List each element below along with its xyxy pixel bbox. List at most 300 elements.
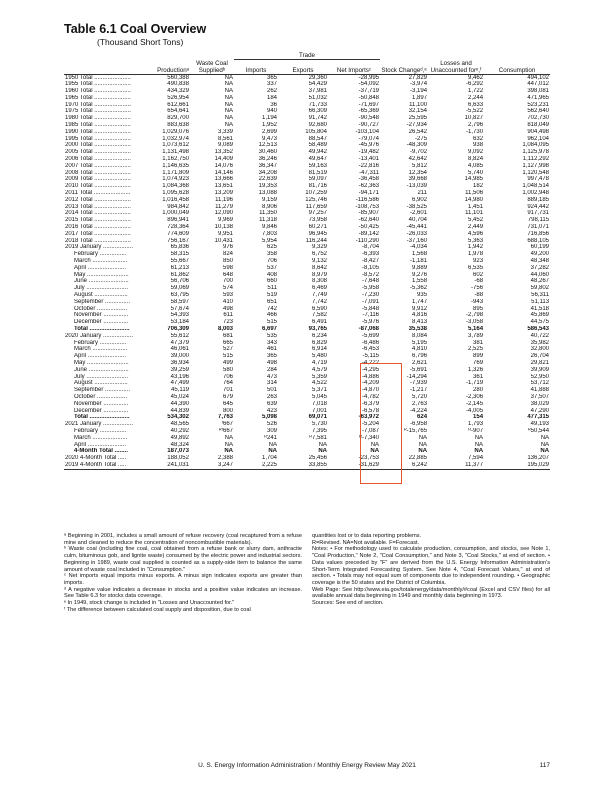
table-cell: 7,594	[468, 455, 484, 462]
table-row	[64, 326, 550, 333]
table-cell: 829,700	[167, 115, 189, 122]
table-cell: 5,954	[261, 237, 277, 244]
table-cell: 182	[473, 183, 484, 190]
table-cell: -71,697	[358, 101, 380, 108]
table-cell: 593	[222, 292, 233, 298]
table-cell: 58,597	[170, 298, 189, 305]
table-cell: 1,451	[468, 203, 484, 210]
table-cell: 49,892	[170, 434, 189, 441]
table-cell: 56,311	[531, 292, 550, 298]
table-cell: 935	[417, 292, 428, 298]
row-label: 1950 Total ......................	[65, 74, 131, 81]
table-cell: 37,282	[530, 264, 550, 271]
table-cell: -275	[415, 135, 428, 142]
table-row	[64, 435, 550, 442]
table-cell: -1,181	[410, 258, 428, 265]
table-row	[64, 163, 550, 170]
table-cell: 7,742	[311, 298, 327, 305]
table-cell: 501	[266, 387, 277, 394]
table-cell: 706	[266, 258, 277, 265]
table-cell: 1,194	[261, 115, 277, 122]
table-cell: 6,469	[311, 285, 327, 292]
table-cell: -4,034	[410, 244, 428, 251]
table-cell: -4,209	[362, 380, 380, 387]
row-label: May .........................	[74, 271, 129, 278]
table-cell: 1,131,498	[162, 149, 189, 156]
table-cell: 195,029	[484, 462, 550, 469]
table-cell: 11,279	[215, 203, 233, 210]
table-subtitle: (Thousand Short Tons)	[97, 37, 184, 47]
table-cell: 7,395	[311, 427, 327, 434]
row-label: July .........................	[74, 285, 129, 292]
table-cell: 6,234	[311, 332, 327, 339]
table-cell: NA	[318, 448, 327, 455]
table-cell: 8,642	[311, 264, 327, 271]
table-row	[64, 204, 550, 211]
table-cell: 5,720	[412, 393, 428, 400]
row-label: 4-Month Total ........	[74, 448, 128, 455]
table-cell: 984,842	[167, 203, 189, 210]
table-cell: 53,184	[170, 319, 189, 326]
table-cell: 53,712	[530, 380, 550, 387]
table-cell: 107,259	[305, 190, 327, 197]
table-cell: 7,749	[311, 292, 327, 298]
table-cell: 11,196	[215, 196, 233, 203]
table-cell: 6,752	[311, 251, 327, 258]
table-cell: 136,207	[527, 455, 550, 462]
table-cell: 26,542	[408, 128, 428, 135]
table-cell: NA	[224, 101, 233, 108]
row-label: 2021 January ..................	[65, 421, 134, 428]
table-cell: 5,730	[311, 421, 327, 428]
table-cell: 116,244	[305, 237, 327, 244]
table-cell: 6,829	[311, 339, 327, 346]
consumption-header: Consumption	[484, 60, 550, 75]
table-cell: -6,486	[362, 339, 380, 346]
table-cell: -5,204	[362, 421, 380, 428]
note-a: ᵃ Beginning in 2001, includes a small amount of refuse recovery (coal recaptured from a refuse mine and cleaned to reduce the concentration of noncombustible materials).	[64, 533, 302, 546]
table-cell: 262	[266, 88, 277, 95]
table-cell: 6,242	[380, 462, 428, 469]
row-label: 2011 Total ......................	[65, 190, 131, 197]
table-cell: 11,350	[259, 210, 277, 217]
table-cell: 477,315	[527, 414, 550, 421]
table-row	[64, 360, 550, 367]
table-cell: 645	[222, 400, 233, 407]
table-cell: -4,222	[362, 359, 380, 366]
table-cell: 47,290	[530, 407, 550, 414]
table-cell: 2,525	[468, 346, 484, 353]
table-cell: 5,740	[468, 169, 484, 176]
table-cell: 6,633	[468, 101, 484, 108]
table-cell: 534,302	[167, 414, 189, 421]
table-cell: 37,507	[530, 393, 550, 400]
table-cell: 665	[222, 339, 233, 346]
note-sources: Sources: See end of section.	[312, 600, 384, 607]
table-cell: 14,980	[464, 196, 484, 203]
table-cell: 154	[473, 414, 484, 421]
table-row	[64, 319, 550, 326]
table-cell: ᴿ-907	[468, 427, 484, 434]
table-cell: 35,982	[530, 339, 550, 346]
table-cell: 586,543	[527, 325, 550, 332]
table-cell: 29,821	[530, 359, 550, 366]
row-label: 2010 Total ......................	[65, 183, 131, 190]
notes-left-column	[64, 533, 302, 613]
table-cell: 700	[222, 278, 233, 285]
notes-right-column	[312, 533, 550, 613]
table-cell: 54,429	[308, 81, 327, 88]
table-cell: 8,413	[412, 319, 428, 326]
table-cell: 13,088	[258, 190, 277, 197]
table-cell: NA	[474, 441, 484, 448]
table-cell: 365	[266, 353, 277, 360]
table-cell: 48,348	[530, 258, 550, 265]
table-cell: -13,039	[406, 183, 428, 190]
table-cell: -31,629	[328, 462, 380, 469]
table-cell: -1,217	[410, 387, 428, 394]
table-cell: 25,595	[408, 115, 428, 122]
table-cell: 2,388	[217, 455, 233, 462]
table-cell: 105,804	[305, 128, 327, 135]
table-cell: 10,138	[214, 224, 233, 231]
row-label: 1970 Total ......................	[65, 101, 131, 108]
table-cell: 60,271	[308, 224, 327, 231]
table-cell: 184	[266, 94, 277, 101]
table-cell: 9,889	[412, 264, 428, 271]
table-cell: 61,213	[170, 264, 189, 271]
row-label: 2017 Total ......................	[65, 230, 131, 237]
table-cell: NA	[224, 81, 233, 88]
table-cell: -5,691	[410, 366, 428, 373]
table-cell: 679	[222, 393, 233, 400]
table-row	[64, 190, 550, 197]
row-label: May .........................	[74, 359, 129, 366]
table-cell: 716,856	[527, 230, 550, 237]
table-cell: -22,816	[358, 162, 380, 169]
table-cell: 6,491	[311, 319, 327, 326]
table-cell: -8,427	[362, 258, 380, 265]
table-cell: 574	[222, 285, 233, 292]
table-cell: 9,132	[311, 258, 327, 265]
table-cell: -1,730	[466, 128, 484, 135]
row-label: Total ........................	[74, 325, 130, 332]
table-cell: 2,225	[234, 462, 278, 469]
table-row	[64, 210, 550, 217]
table-cell: -47,311	[359, 169, 380, 176]
table-cell: 602	[473, 271, 484, 278]
table-cell: 423	[266, 407, 277, 414]
table-cell: 69,071	[308, 414, 327, 421]
table-cell: 14,985	[464, 176, 484, 183]
table-cell: 309	[266, 427, 277, 434]
table-cell: 938	[473, 142, 484, 149]
table-cell: 54,393	[170, 312, 189, 319]
table-cell: 624	[417, 414, 428, 421]
table-cell: 314	[266, 380, 277, 387]
table-cell: 461	[266, 346, 277, 353]
net-imports-highlight-box	[360, 363, 402, 484]
row-label: April .......................	[74, 264, 127, 271]
table-cell: 883,638	[167, 122, 189, 129]
table-cell: 2,449	[468, 224, 484, 231]
table-row	[64, 421, 550, 428]
row-label: November ...............	[74, 312, 129, 319]
table-cell: -85,907	[358, 210, 380, 217]
table-cell: -108,753	[355, 203, 380, 210]
table-cell: 49,200	[530, 251, 550, 258]
table-cell: 9,276	[412, 271, 428, 278]
table-cell: -50,848	[358, 94, 380, 101]
table-cell: -62,363	[358, 183, 380, 190]
table-cell: 93,765	[308, 325, 327, 332]
table-cell: 688,105	[527, 237, 550, 244]
table-cell: 511	[267, 285, 277, 292]
table-row	[64, 231, 550, 238]
stock-change-header: Stock Changeᵈ,ᵉ	[380, 60, 428, 75]
row-label: August ....................	[74, 292, 128, 298]
table-cell: 32,800	[530, 346, 550, 353]
table-cell: 560,388	[167, 74, 189, 81]
row-label: September ...............	[74, 387, 131, 394]
table-cell: 9,089	[217, 142, 233, 149]
table-cell: -19,482	[358, 149, 380, 156]
table-cell: 46,061	[170, 346, 189, 353]
table-cell: 473	[266, 373, 277, 380]
row-label: 2008 Total ......................	[65, 169, 131, 176]
table-cell: -7,648	[362, 278, 380, 285]
table-cell: 1,032,974	[162, 135, 189, 142]
table-cell: 11,318	[259, 217, 277, 224]
table-row	[64, 170, 550, 177]
table-cell: 36	[270, 101, 277, 108]
table-cell: 22,639	[258, 176, 277, 183]
row-label: 1955 Total ......................	[65, 81, 131, 88]
table-cell: 4,810	[412, 346, 428, 353]
table-cell: -4,005	[466, 407, 484, 414]
table-cell: 526	[266, 421, 277, 428]
table-cell: -6,453	[362, 346, 380, 353]
table-cell: -36,458	[358, 176, 380, 183]
table-cell: 263	[266, 393, 277, 400]
table-cell: 471,965	[527, 94, 550, 101]
row-label: 2006 Total ......................	[65, 156, 131, 163]
table-cell: 976	[222, 244, 233, 251]
table-cell: 361	[473, 373, 484, 380]
table-cell: 44,060	[530, 271, 550, 278]
row-label: 2012 Total ......................	[65, 196, 131, 203]
table-cell: -28,995	[358, 74, 380, 81]
table-cell: 498	[266, 359, 277, 366]
footer-text: U. S. Energy Information Administration / Monthly Energy Review May 2021	[198, 762, 416, 769]
table-cell: -45,976	[358, 142, 380, 149]
table-cell: -5,699	[362, 332, 380, 339]
table-cell: 769	[473, 359, 484, 366]
exports-header: Exports	[278, 60, 328, 75]
table-cell: -6,379	[362, 400, 380, 407]
table-cell: 6,914	[311, 346, 327, 353]
table-cell: ᴿ-15,765	[403, 427, 428, 434]
table-cell: 40,704	[408, 217, 428, 224]
table-row	[64, 129, 550, 136]
table-cell: 889,185	[527, 196, 550, 203]
table-cell: 52,950	[530, 373, 550, 380]
table-cell: 33,855	[278, 462, 328, 469]
table-cell: 498	[222, 305, 233, 312]
note-continued: quantities lost or to data reporting problems.	[312, 533, 422, 539]
table-cell: 5,098	[261, 414, 277, 421]
table-row	[64, 122, 550, 129]
row-label: October ..................	[74, 305, 128, 312]
note-abbreviations: R=Revised. NA=Not available. F=Forecast.	[312, 539, 420, 546]
page-footer	[64, 762, 550, 769]
table-cell: 6,902	[412, 196, 428, 203]
table-cell: 343	[266, 339, 277, 346]
table-cell: 2,763	[412, 400, 428, 407]
table-cell: 537	[266, 264, 277, 271]
table-cell: 337	[266, 81, 277, 88]
table-cell: 5,480	[311, 353, 327, 360]
table-cell: -4,886	[362, 373, 380, 380]
table-cell: NA	[540, 448, 550, 455]
table-cell: 58,489	[308, 142, 327, 149]
table-cell: -37,719	[358, 88, 380, 95]
table-row	[64, 115, 550, 122]
row-label: July .........................	[74, 373, 129, 380]
row-label: 2007 Total ......................	[65, 162, 131, 169]
row-label: 1990 Total ......................	[65, 128, 131, 135]
table-cell: 681	[222, 332, 233, 339]
table-cell: 2,796	[468, 122, 484, 129]
table-cell: 1,002,948	[522, 190, 550, 197]
table-cell: -116,586	[355, 196, 380, 203]
table-row	[64, 448, 550, 455]
row-label: 1985 Total ......................	[65, 122, 131, 129]
page-number: 117	[539, 762, 550, 769]
table-row	[64, 442, 550, 449]
table-row	[64, 136, 550, 143]
table-cell: 526,954	[167, 94, 189, 101]
table-cell: 9,462	[468, 74, 484, 81]
row-label: 1965 Total ......................	[65, 94, 131, 101]
table-cell: 490,838	[167, 81, 189, 88]
table-cell: -2,306	[466, 393, 484, 400]
table-cell: 6,535	[468, 264, 484, 271]
table-cell: 97,257	[308, 210, 327, 217]
table-cell: -5,522	[466, 108, 484, 115]
table-cell: 11,100	[409, 101, 428, 108]
table-cell: 96,945	[308, 230, 327, 237]
table-cell: -68	[474, 278, 484, 285]
table-cell: -14,294	[406, 373, 428, 380]
trade-header: Trade	[234, 52, 380, 60]
table-row	[64, 299, 550, 306]
table-cell: 55,612	[170, 332, 189, 339]
note-f: ᶠ The difference between calculated coal supply and disposition, due to coal	[64, 606, 251, 613]
table-cell: 4,719	[311, 359, 327, 366]
table-cell: 1,171,809	[162, 169, 189, 176]
table-cell: 6,796	[412, 353, 428, 360]
table-cell: 5,195	[412, 339, 428, 346]
table-cell: 117,659	[305, 203, 327, 210]
table-cell: -27,934	[406, 122, 428, 129]
table-cell: 1,558	[412, 278, 428, 285]
table-cell: 1,952	[261, 122, 277, 129]
table-cell: 41,888	[530, 387, 550, 394]
table-cell: 48,267	[530, 278, 550, 285]
table-cell: 899	[473, 353, 484, 360]
net-imports-header: Net Importsᶜ	[328, 60, 380, 75]
table-cell: NA	[224, 74, 233, 81]
table-row	[64, 380, 550, 387]
table-cell: 10,827	[464, 115, 484, 122]
row-label: 2005 Total ......................	[65, 149, 131, 156]
table-cell: 904,498	[527, 128, 550, 135]
table-cell: 706	[222, 373, 233, 380]
table-cell: 612,661	[167, 101, 189, 108]
table-cell: 55,667	[170, 258, 189, 265]
table-cell: 8,906	[261, 203, 277, 210]
table-row	[64, 81, 550, 88]
production-header: Productionᵃ	[142, 60, 190, 75]
table-row	[64, 265, 550, 272]
row-label: February ................	[74, 427, 127, 434]
table-cell: -26,033	[406, 230, 428, 237]
table-row	[64, 217, 550, 224]
table-cell: 13,352	[214, 149, 233, 156]
table-cell: -38,525	[406, 203, 428, 210]
table-cell: 940	[266, 108, 277, 115]
table-row	[64, 387, 550, 394]
table-cell: 47,499	[170, 380, 189, 387]
table-cell: 56,706	[170, 278, 189, 285]
table-cell: 45,024	[170, 393, 189, 400]
table-cell: 515	[266, 319, 277, 326]
table-row	[64, 312, 550, 319]
row-label: 2018 Total ......................	[65, 237, 131, 244]
table-cell: -89,142	[358, 230, 380, 237]
table-cell: -13,401	[358, 156, 380, 163]
table-cell: -63,972	[358, 414, 380, 421]
table-cell: -7,939	[410, 380, 428, 387]
table-row	[64, 333, 550, 340]
table-cell: 2,621	[412, 359, 428, 366]
table-cell: 5,371	[311, 387, 327, 394]
table-cell: 434,329	[167, 88, 189, 95]
row-label: February ................	[74, 339, 127, 346]
table-cell: 7,582	[311, 312, 327, 319]
table-row	[64, 340, 550, 347]
table-cell: 625	[266, 244, 277, 251]
table-cell: 742	[266, 305, 277, 312]
table-cell: 4,596	[468, 230, 484, 237]
table-cell: 8,308	[311, 278, 327, 285]
table-cell: 44,839	[170, 407, 189, 414]
table-cell: 1,125,978	[522, 149, 550, 156]
table-cell: ᴿ50,544	[527, 427, 550, 434]
table-cell: -756	[471, 285, 484, 292]
table-row	[64, 394, 550, 401]
table-cell: 756,167	[167, 237, 189, 244]
table-cell: 13,209	[214, 190, 233, 197]
table-cell: NA	[474, 434, 484, 441]
table-cell: -45,441	[406, 224, 428, 231]
row-label: 2009 Total ......................	[65, 176, 131, 183]
table-cell: NA	[370, 448, 380, 455]
table-cell: 648	[222, 271, 233, 278]
table-cell: -5,362	[410, 285, 428, 292]
table-cell: 9,951	[217, 230, 233, 237]
